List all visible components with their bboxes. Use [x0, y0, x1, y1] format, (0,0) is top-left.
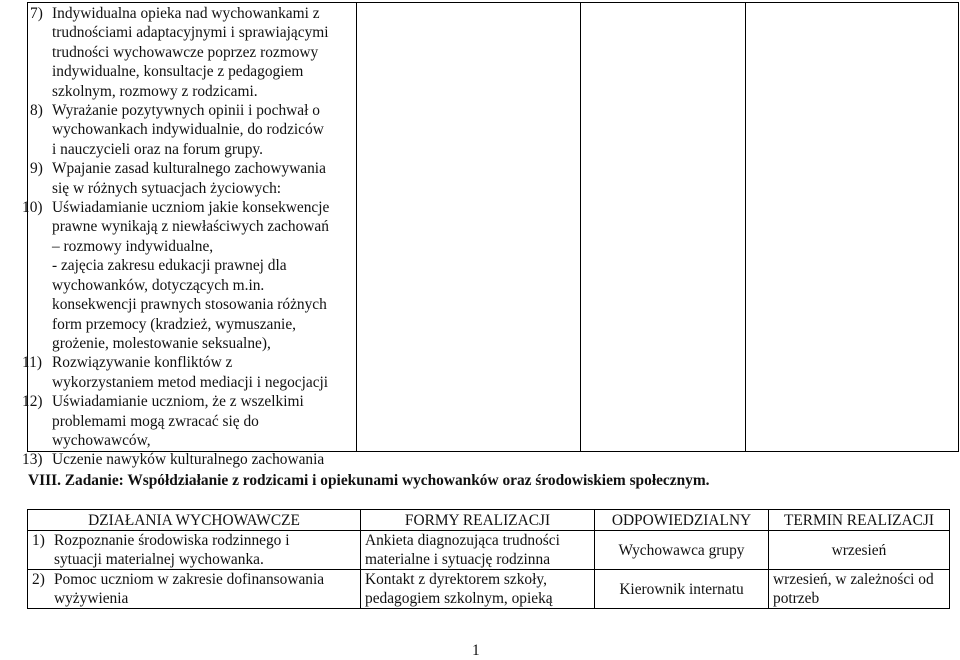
- list-item-7: 7) Indywidualna opieka nad wychowankami z trudnościami adaptacyjnymi i sprawiającymi trudności wychowawcze poprzez rozmowy indywidualne, konsultacje z pedagogiem szkolnym, rozmowy z rodzicami.: [30, 5, 329, 100]
- column-header-responsible: ODPOWIEDZIALNY: [595, 510, 769, 531]
- action-cell: 2) Pomoc uczniom w zakresie dofinansowania wyżywienia: [28, 570, 361, 609]
- section-title: VIII. Zadanie: Współdziałanie z rodzicami i opiekunami wychowanków oraz środowiskiem społecznym.: [28, 472, 710, 489]
- form-cell: Kontakt z dyrektorem szkoły, pedagogiem szkolnym, opieką: [361, 570, 595, 609]
- action-cell: 1) Rozpoznanie środowiska rodzinnego i sytuacji materialnej wychowanka.: [28, 531, 361, 570]
- deadline-cell: wrzesień, w zależności od potrzeb: [769, 570, 950, 609]
- responsible-cell: Wychowawca grupy: [595, 531, 769, 570]
- list-item-13: 13) Uczenie nawyków kulturalnego zachowania: [22, 451, 325, 469]
- list-item-12: 12) Uświadamianie uczniom, że z wszelkimi problemami mogą zwracać się do wychowawców,: [22, 393, 304, 449]
- table-row: [28, 570, 950, 609]
- column-header-deadline: TERMIN REALIZACJI: [769, 510, 950, 531]
- activities-table: [27, 509, 950, 609]
- column-header-forms: FORMY REALIZACJI: [361, 510, 595, 531]
- column-divider: [580, 3, 581, 451]
- list-item-9: 9) Wpajanie zasad kulturalnego zachowywania się w różnych sytuacjach życiowych:: [30, 160, 326, 197]
- column-divider: [745, 3, 746, 451]
- table-row: [28, 531, 950, 570]
- table-header-row: [28, 510, 950, 531]
- deadline-cell: wrzesień: [769, 531, 950, 570]
- list-item-8: 8) Wyrażanie pozytywnych opinii i pochwał o wychowankach indywidualnie, do rodziców i nauczycieli oraz na forum grupy.: [30, 102, 324, 158]
- list-item-10: 10) Uświadamianie uczniom jakie konsekwencje prawne wynikają z niewłaściwych zachowań – rozmowy indywidualne, - zajęcia zakresu edukacji prawnej dla wychowanków, dotyczących m.in. konsekwencji prawnych stosowania różnych form przemocy (kradzież, wymuszanie, grożenie, molestowanie seksualne),: [22, 199, 330, 352]
- list-item-11: 11) Rozwiązywanie konfliktów z wykorzystaniem metod mediacji i negocjacji: [22, 354, 329, 391]
- activities-list: [22, 4, 360, 470]
- form-cell: Ankieta diagnozująca trudności materialne i sytuację rodzinna: [361, 531, 595, 570]
- page-number: 1: [472, 642, 480, 659]
- column-header-actions: DZIAŁANIA WYCHOWAWCZE: [28, 510, 361, 531]
- responsible-cell: Kierownik internatu: [595, 570, 769, 609]
